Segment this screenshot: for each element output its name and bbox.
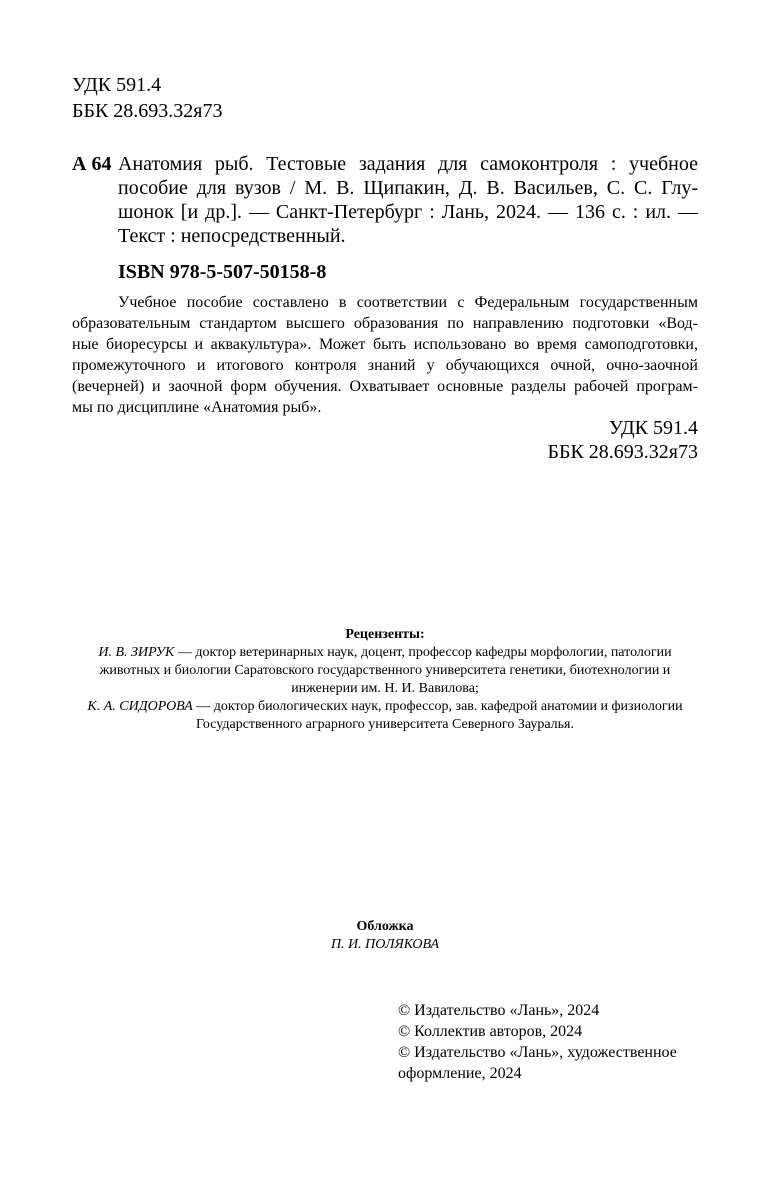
classification-right — [500, 416, 698, 464]
header-bbk: ББК 28.693.32я73 — [72, 100, 223, 122]
reviewer-1-line — [60, 644, 710, 662]
abstract — [72, 292, 698, 418]
reviewer-1-line-3: инженерии им. Н. И. Вавилова; — [291, 681, 479, 696]
abstract-line: промежуточного и итогового контроля знаний у обучающихся очной, очно-заочной — [72, 357, 698, 374]
biblio-line: пособие для вузов / М. В. Щипакин, Д. В. Васильев, С. С. Глу- — [118, 177, 698, 199]
copyright-line: © Издательство «Лань», художественное — [398, 1044, 677, 1061]
reviewer-2-text: — доктор биологических наук, профессор, зав. кафедрой анатомии и физиологии — [192, 699, 683, 714]
copyright-line: оформление, 2024 — [398, 1065, 522, 1082]
abstract-line: Учебное пособие составлено в соответствии с Федеральным государственным — [118, 294, 698, 311]
reviewers-heading: Рецензенты: — [345, 627, 425, 642]
reviewers-section — [60, 626, 710, 734]
udk-right: УДК 591.4 — [608, 417, 698, 439]
abstract-line: мы по дисциплине «Анатомия рыб». — [72, 399, 322, 416]
reviewer-1-line-2: животных и биологии Саратовского государственного университета генетики, биотехнологии и — [99, 663, 671, 678]
header-udk: УДК 591.4 — [72, 74, 162, 96]
bbk-right: ББК 28.693.32я73 — [547, 441, 698, 463]
isbn: ISBN 978-5-507-50158-8 — [118, 261, 327, 283]
reviewer-2-line-2: Государственного аграрного университета Северного Зауралья. — [196, 717, 574, 732]
author-code: А 64 — [72, 153, 112, 175]
biblio-line: Анатомия рыб. Тестовые задания для самоконтроля : учебное — [118, 153, 698, 175]
cover-artist: П. И. ПОЛЯКОВА — [330, 937, 440, 952]
biblio-line: шонок [и др.]. — Санкт-Петербург : Лань, 2024. — 136 с. : ил. — — [118, 201, 698, 223]
reviewer-1-text: — доктор ветеринарных наук, доцент, профессор кафедры морфологии, патологии — [174, 645, 672, 660]
biblio-line: Текст : непосредственный. — [118, 225, 346, 247]
reviewer-2-line — [60, 698, 710, 716]
copyright-line: © Коллектив авторов, 2024 — [398, 1023, 583, 1040]
reviewer-1-name: И. В. ЗИРУК — [98, 645, 175, 660]
bibliographic-description — [118, 152, 698, 248]
copyright-block — [398, 1000, 698, 1084]
abstract-line: (вечерней) и заочной форм обучения. Охватывает основные разделы рабочей програм- — [72, 378, 698, 395]
copyright-line: © Издательство «Лань», 2024 — [398, 1002, 600, 1019]
abstract-line: образовательным стандартом высшего образования по направлению подготовки «Вод- — [72, 315, 698, 332]
abstract-line: ные биоресурсы и аквакультура». Может быть использовано во время самоподготовки, — [72, 336, 698, 353]
reviewer-2-name: К. А. СИДОРОВА — [87, 699, 193, 714]
cover-heading: Обложка — [356, 919, 414, 934]
cover-credit — [60, 918, 710, 954]
header-classification — [72, 72, 223, 124]
